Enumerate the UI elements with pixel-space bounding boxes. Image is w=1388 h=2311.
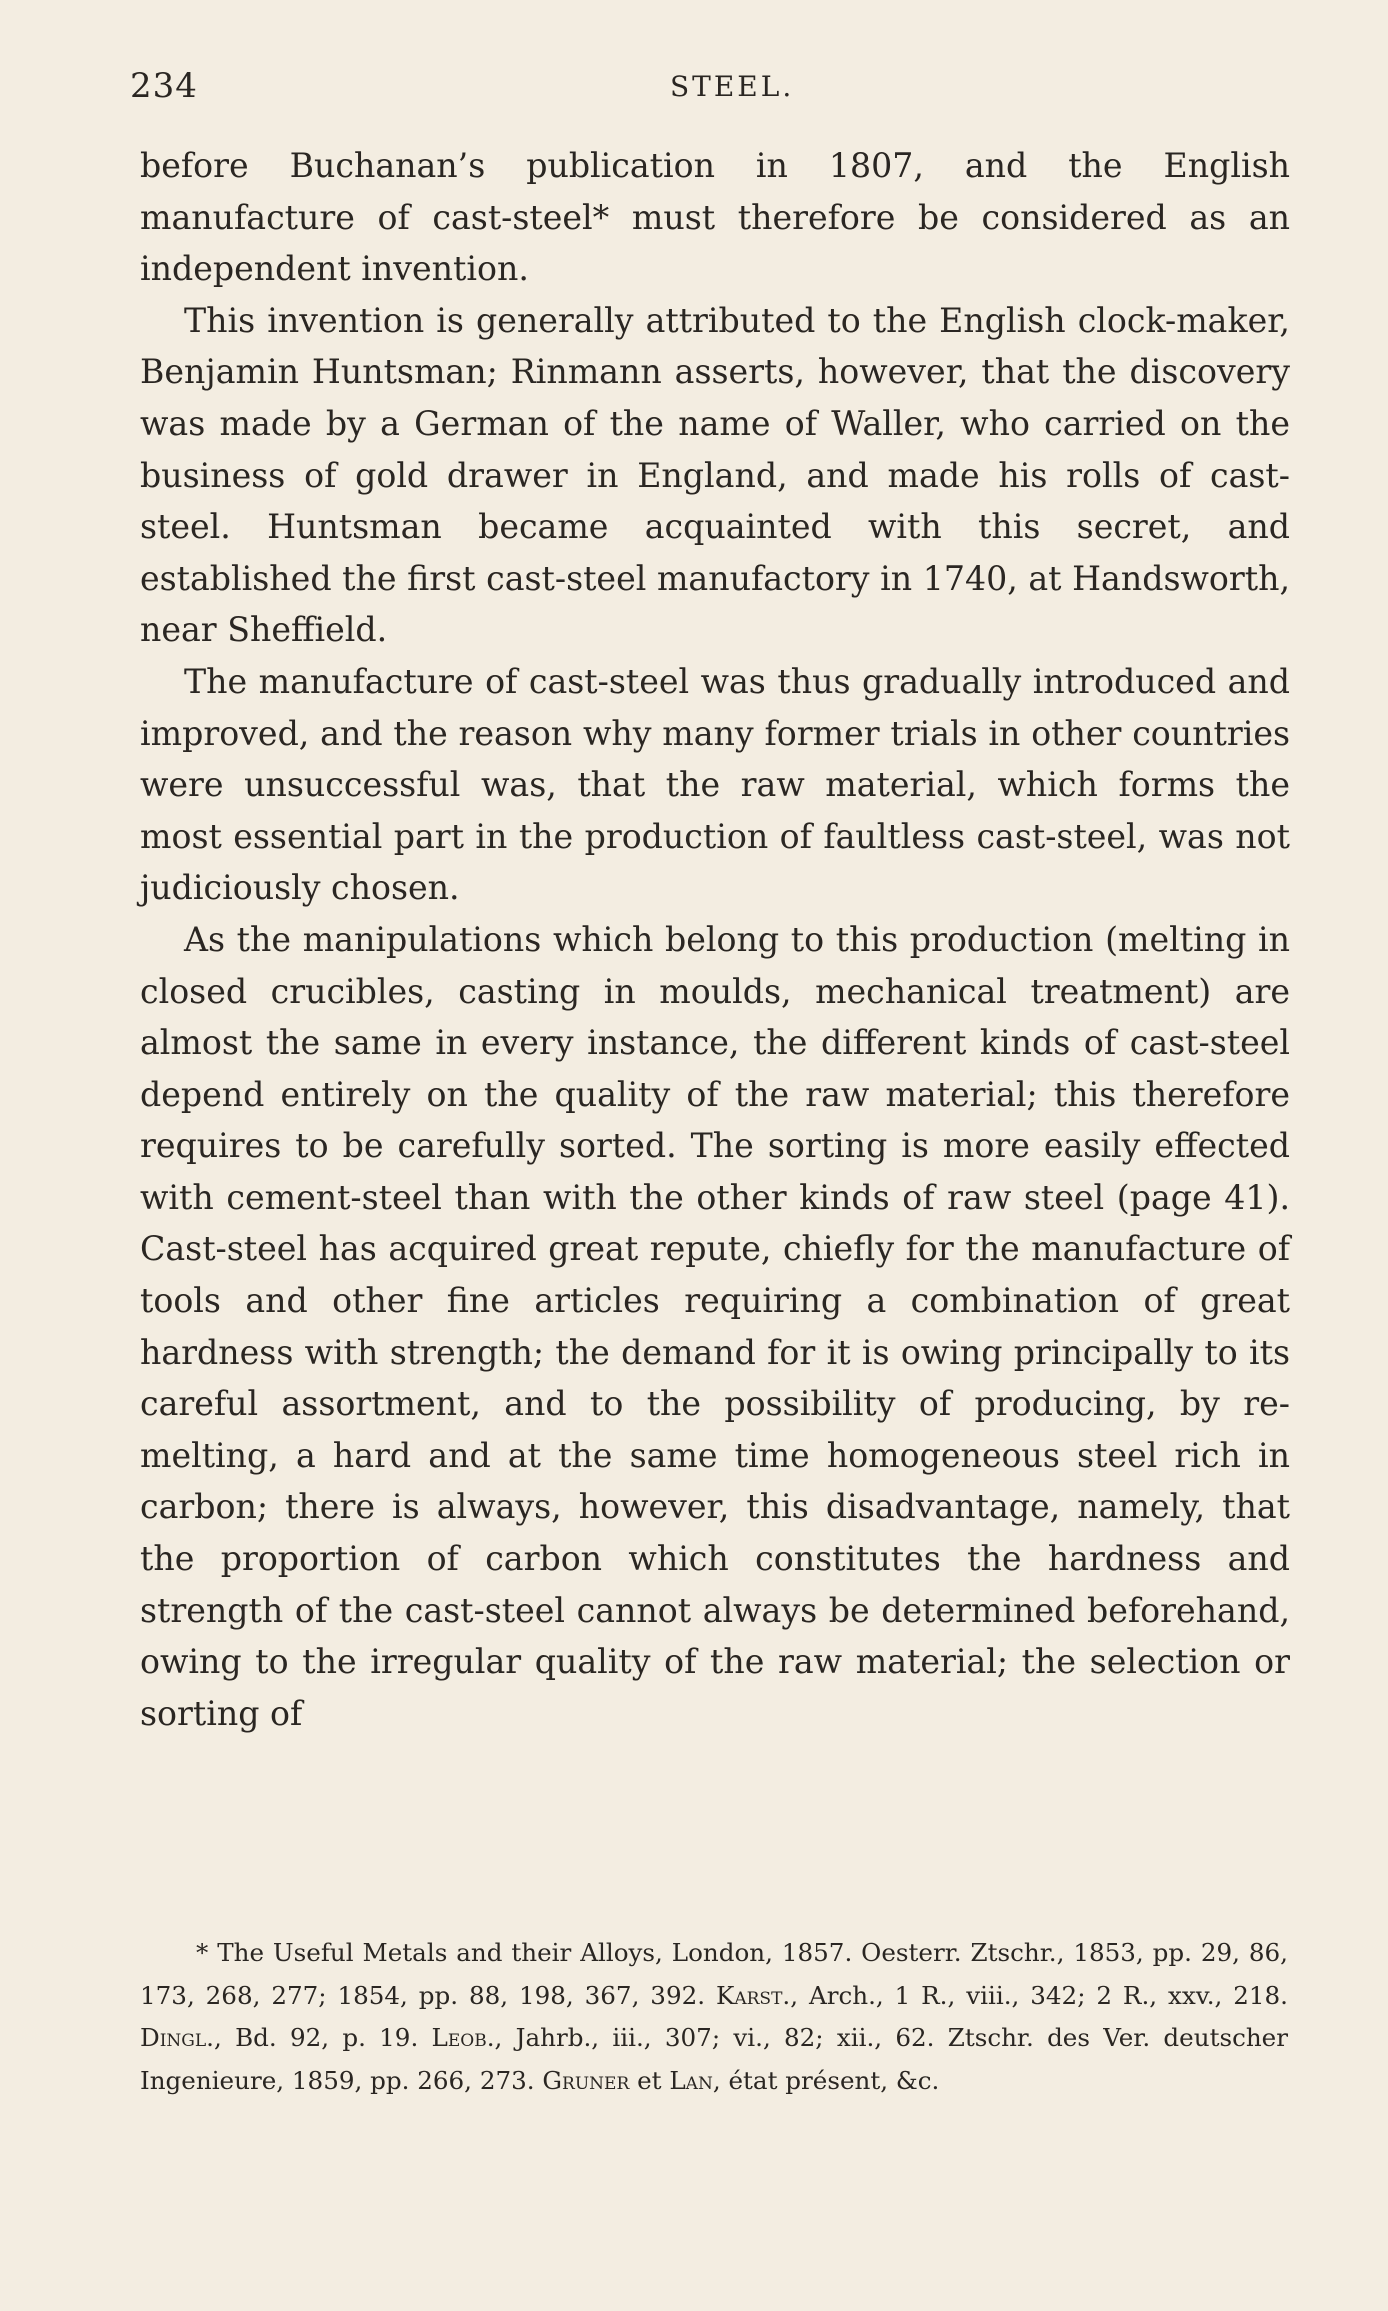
- paragraph-2: This invention is generally attributed to the English clock-maker, Benjamin Huntsman; Rinmann asserts, however, that the discovery was made by a German of the name of Waller, who carried on the business of gold drawer in England, and made his rolls of cast-steel. Huntsman became acquainted with this secret, and established the first cast-steel manufactory in 1740, at Handsworth, near Sheffield.: [140, 300, 1290, 650]
- footnote-text: [140, 1932, 1288, 2102]
- running-head: [130, 66, 1290, 114]
- footnote-ref-leob: Leob.: [431, 2023, 495, 2052]
- footnote-part-6: , état présent, &c.: [712, 2065, 940, 2095]
- footnote-part-2: , Arch., 1 R., viii., 342; 2 R., xxv., 218.: [790, 1980, 1288, 2010]
- paragraph-3: The manufacture of cast-steel was thus gradually introduced and improved, and the reason why many former trials in other countries were unsuccessful was, that the raw material, which forms the most essential part in the production of faultless cast-steel, was not judiciously chosen.: [140, 661, 1290, 908]
- footnote-ref-gruner: Gruner: [542, 2065, 630, 2095]
- footnote-ref-dingl: Dingl.: [140, 2023, 214, 2052]
- footnote-part-1: * The Useful Metals and their Alloys, London, 1857. Oesterr. Ztschr., 1853, pp. 29, 86, 173, 268, 277; 1854, pp. 88, 198, 367, 392.: [140, 1938, 1288, 2010]
- footnote-ref-karst: Karst.: [715, 1980, 791, 2010]
- paragraph-1: before Buchanan’s publication in 1807, and the English manufacture of cast-steel* must therefore be considered as an independent invention.: [140, 146, 1290, 289]
- running-title: STEEL.: [670, 70, 795, 103]
- footnote-ref-lan: Lan: [669, 2065, 713, 2095]
- page-number: 234: [130, 66, 198, 106]
- footnote-part-5: et: [629, 2065, 670, 2095]
- paragraph-4: As the manipulations which belong to this production (melting in closed crucibles, casting in moulds, mechanical treatment) are almost the same in every instance, the different kinds of cast-steel depend entirely on the quality of the raw material; this therefore requires to be carefully sorted. The sorting is more easily effected with cement-steel than with the other kinds of raw steel (page 41). Cast-steel has acquired great repute, chiefly for the manufacture of tools and other fine articles requiring a combination of great hardness with strength; the demand for it is owing principally to its careful assortment, and to the possibility of producing, by re-melting, a hard and at the same time homogeneous steel rich in carbon; there is always, however, this disadvantage, namely, that the proportion of carbon which constitutes the hardness and strength of the cast-steel cannot always be determined beforehand, owing to the irregular quality of the raw material; the selection or sorting of: [140, 919, 1290, 1733]
- body-text: [140, 140, 1290, 1739]
- footnote: [140, 1932, 1288, 2102]
- footnote-part-3: , Bd. 92, p. 19.: [214, 2023, 432, 2052]
- footnote-part-4: , Jahrb., iii., 307; vi., 82; xii., 62. Ztschr. des Ver. deutscher Ingenieure, 1859, pp. 266, 273.: [140, 2023, 1288, 2095]
